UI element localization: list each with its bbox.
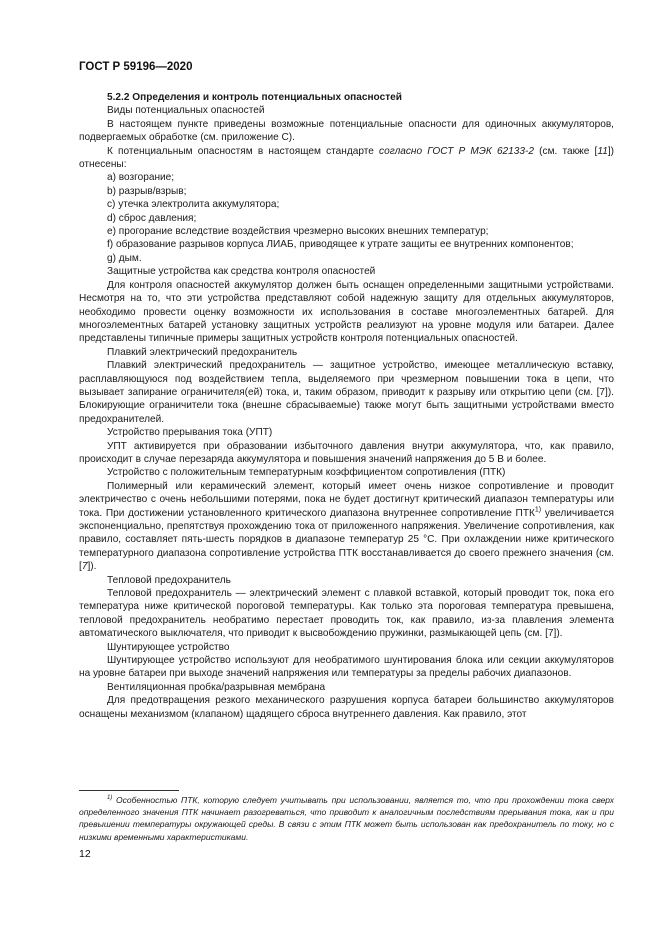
subheading: Плавкий электрический предохранитель [107,346,298,358]
text-run: увеличивается экспоненциально, препятствуя прохождению тока от приложенного напряжения. Увеличение сопротивления, как правило, составляет пять-шесть порядков в диапазоне температур 25 °С. При охлаждении ниже критического температурного диапазона сопротивление устройства ПТК восстанавливается до своего прежнего значения (см. [ [79,507,614,573]
document-header: ГОСТ Р 59196—2020 [79,61,193,73]
paragraph: В настоящем пункте приведены возможные потенциальные опасности для одиночных аккумуляторов, подвергаемых обработке (см. приложение С). [79,118,614,144]
footnote-text: Особенностью ПТК, которую следует учитывать при использовании, является то, что при прохождении тока сверх определенного значения ПТК начинает разогреваться, что приводит к аналогичным последствиям прерывания тока, как и при превышении температуры окружающей среды. В связи с этим ПТК может быть использован как предохранитель по току, но с низкими временными характеристиками. [79,795,614,842]
text-run: Полимерный или керамический элемент, который имеет очень низкое сопротивление и проводит электричество с очень небольшими потерями, пока не будет достигнут критический диапазон температуры или тока. При достижении установленного критического диапазона внутреннее сопротивление ПТК [79,480,614,519]
text-run: ]). [87,561,97,573]
subheading: Устройство с положительным температурным коэффициентом сопротивления (ПТК) [107,467,506,479]
paragraph: Плавкий электрический предохранитель — защитное устройство, имеющее металлическую вставку, расплавляющуюся под воздействием тепла, выделяемого при чрезмерном повышении тока в цепи, что вызывает запирание ограничителя(ей) тока, и, таким образом, приводит к разрыву или открытию цепи (см. [7]). Блокирующие ограничители тока (внешне сбрасываемые) также могут быть защитными устройствами вместо предохранителей. [79,360,614,425]
footnote-marker: 1) [107,795,113,802]
paragraph: УПТ активируется при образовании избыточного давления внутри аккумулятора, что, как правило, происходит в случае перезаряда аккумулятора и повышения значений напряжения до 5 В и более. [79,440,614,465]
paragraph: Виды потенциальных опасностей [107,105,265,117]
citation-number: 11 [597,145,608,157]
footnote [79,794,614,843]
paragraph: Тепловой предохранитель — электрический элемент с плавкой вставкой, который проводит ток, пока его температура ниже критической пороговой температуры. Как только эта пороговая температура превышена, тепловой предохранитель необратимо перестает проводить ток, как правило, из-за плавления элемента автоматического выключателя, что приводит к высвобождению пружинки, размыкающей цепь (см. [7]). [79,588,614,640]
page-number: 12 [79,848,91,860]
subheading: Защитные устройства как средства контроля опасностей [107,266,376,278]
text-run: (см. также [ [534,145,598,157]
footnote-marker: 1) [534,506,542,514]
footnote-divider [79,790,179,791]
list-item: a) возгорание; [107,172,175,184]
paragraph: Для контроля опасностей аккумулятор должен быть оснащен определенными защитными устройствами. Несмотря на то, что эти устройства представляют собой надежную защиту для отдельных аккумуляторов, необходимо провести оценку возможности их использования в составе многоэлементных батарей. Для многоэлементных батарей установку защитных устройств реализуют на уровне модуля или батареи. Далее представлены типичные примеры защитных устройств контроля потенциальных опасностей. [79,279,614,345]
paragraph [79,145,614,172]
subheading: Тепловой предохранитель [107,574,231,586]
document-body [79,91,614,721]
subheading: Шунтирующее устройство [107,641,230,653]
standard-reference: согласно ГОСТ Р МЭК 62133-2 [379,145,534,157]
paragraph [79,480,614,574]
list-item: d) сброс давления; [107,212,197,224]
subheading: Вентиляционная пробка/разрывная мембрана [107,681,326,693]
list-item: g) дым. [107,252,142,264]
subheading: Устройство прерывания тока (УПТ) [107,427,273,439]
section-title: 5.2.2 Определения и контроль потенциальных опасностей [107,92,402,103]
list-item: b) разрыв/взрыв; [107,185,187,197]
paragraph: Для предотвращения резкого механического разрушения корпуса батареи большинство аккумуляторов оснащены механизмом (клапаном) щадящего сброса внутреннего давления. Как правило, этот [79,695,614,720]
text-run: ]) отнесены: [79,145,614,171]
list-item: f) образование разрывов корпуса ЛИАБ, приводящее к утрате защиты ее внутренних компонентов; [107,239,574,251]
text-run: К потенциальным опасностям в настоящем стандарте [107,145,380,157]
paragraph: Шунтирующее устройство используют для необратимого шунтирования блока или секции аккумуляторов на уровне батареи при выходе значений напряжения или температуры за пределы рабочих диапазонов. [79,655,614,680]
list-item: c) утечка электролита аккумулятора; [107,199,280,211]
citation-number: 7 [81,561,88,573]
list-item: e) прогорание вследствие воздействия чрезмерно высоких внешних температур; [107,226,489,238]
